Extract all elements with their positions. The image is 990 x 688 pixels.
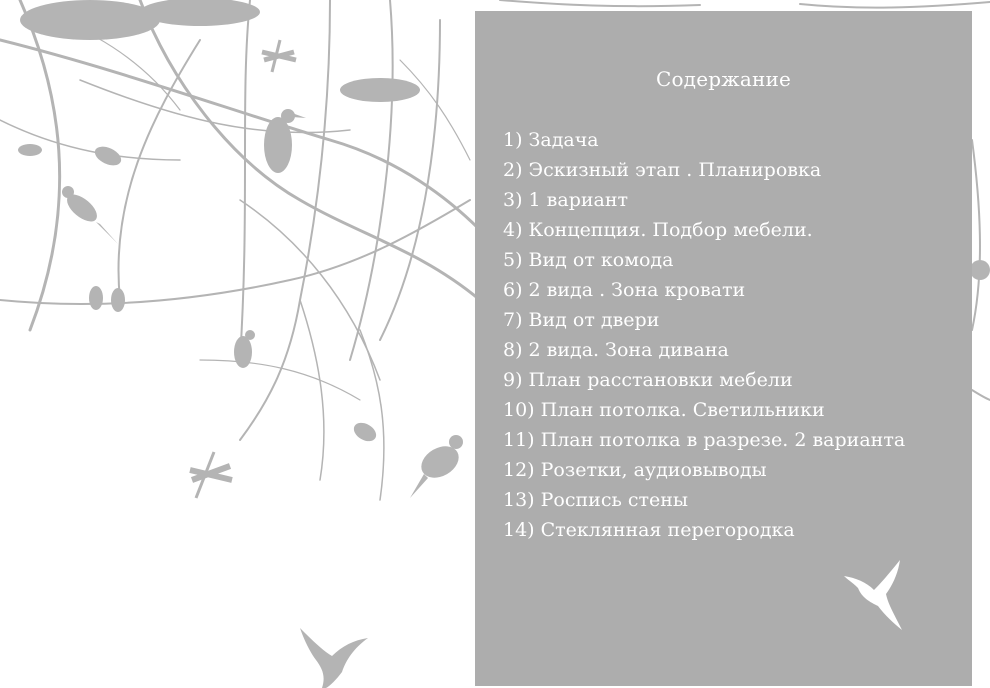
toc-item: 14) Стеклянная перегородка [503, 519, 795, 541]
toc-item: 11) План потолка в разрезе. 2 варианта [503, 429, 906, 451]
toc-item: 1) Задача [503, 129, 599, 151]
toc-item: 4) Концепция. Подбор мебели. [503, 219, 813, 241]
toc-item: 10) План потолка. Светильники [503, 399, 825, 421]
toc-list [503, 125, 905, 545]
toc-item: 7) Вид от двери [503, 309, 660, 331]
toc-item: 8) 2 вида. Зона дивана [503, 339, 729, 361]
bird-icon [62, 109, 464, 498]
toc-item: 5) Вид от комода [503, 249, 674, 271]
toc-title: Содержание [655, 67, 792, 91]
hummingbird-icon [840, 556, 920, 636]
toc-item: 2) Эскизный этап . Планировка [503, 159, 822, 181]
toc-item: 3) 1 вариант [503, 189, 629, 211]
hummingbird-icon [300, 628, 368, 688]
toc-item: 6) 2 вида . Зона кровати [503, 279, 746, 301]
toc-item: 12) Розетки, аудиовыводы [503, 459, 767, 481]
toc-item: 13) Роспись стены [503, 489, 689, 511]
toc-item: 9) План расстановки мебели [503, 369, 793, 391]
table-of-contents-panel [475, 11, 972, 686]
